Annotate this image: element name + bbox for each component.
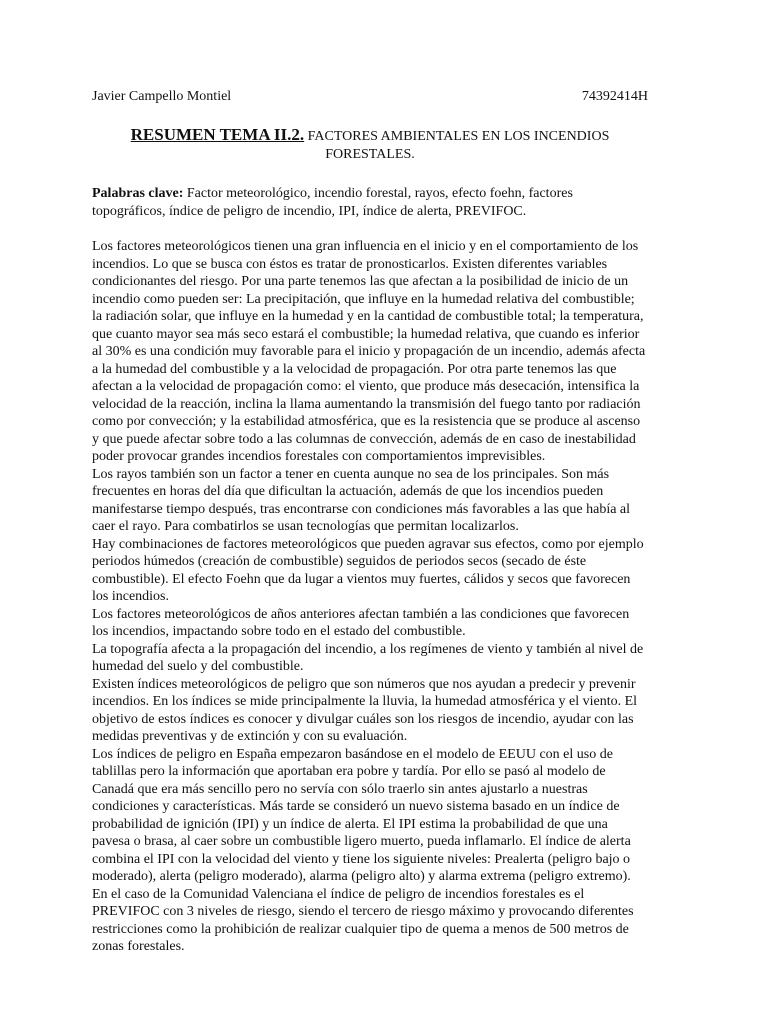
document-header <box>92 88 648 106</box>
paragraph: Los rayos también son un factor a tener en cuenta aunque no sea de los principales. Son más frecuentes en horas del día que dificultan la actuación, además de que los incendios pueden manifestarse tiempo después, tras encontrarse con condiciones más favorables a las que había al caer el rayo. Para combatirlos se usan tecnologías que permitan localizarlos. <box>92 466 631 534</box>
paragraph: Hay combinaciones de factores meteorológicos que pueden agravar sus efectos, como por ejemplo periodos húmedos (creación de combustible) seguidos de periodos secos (secado de éste combustible). El efecto Foehn que da lugar a vientos muy fuertes, cálidos y secos que favorecen los incendios. <box>92 536 644 604</box>
paragraph: Los índices de peligro en España empezaron basándose en el modelo de EEUU con el uso de tablillas pero la información que aportaban era pobre y tardía. Por ello se pasó al modelo de Canadá que era más sencillo pero no servía con sólo traerlo sin antes ajustarlo a nuestras condiciones y características. Más tarde se consideró un nuevo sistema basado en un índice de probabilidad de ignición (IPI) y un índice de alerta. El IPI estima la probabilidad de que una pavesa o brasa, al caer sobre un combustible ligero muerto, pueda inflamarlo. El índice de alerta combina el IPI con la velocidad del viento y tiene los siguiente niveles: Prealerta (peligro bajo o moderado), alerta (peligro moderado), alarma (peligro alto) y alarma extrema (peligro extremo). <box>92 746 631 884</box>
keywords-label: Palabras clave: <box>92 186 184 201</box>
paragraph: En el caso de la Comunidad Valenciana el índice de peligro de incendios forestales es el PREVIFOC con 3 niveles de riesgo, siendo el tercero de riesgo máximo y provocando diferentes restricciones como la prohibición de realizar cualquier tipo de quema a menos de 500 metros de zonas forestales. <box>92 886 634 954</box>
body-text <box>92 238 648 956</box>
student-id: 74392414H <box>581 89 648 104</box>
paragraph: Los factores meteorológicos tienen una gran influencia en el inicio y en el comportamiento de los incendios. Lo que se busca con éstos es tratar de pronosticarlos. Existen diferentes variables condicionantes del riesgo. Por una parte tenemos las que afectan a la posibilidad de inicio de un incendio como pueden ser: La precipitación, que influye en la humedad relativa del combustible; la radiación solar, que influye en la humedad y en la cantidad de combustible total; la temperatura, que cuanto mayor sea más seco estará el combustible; la humedad relativa, que cuando es inferior al 30% es una condición muy favorable para el inicio y propagación de un incendio, además afecta a la humedad del combustible y a la velocidad de propagación. Por otra parte tenemos las que afectan a la velocidad de propagación como: el viento, que produce más desecación, intensifica la velocidad de la reacción, inclina la llama aumentando la transmisión del fuego tanto por radiación como por convección; y la estabilidad atmosférica, que es la resistencia que se produce al ascenso y que puede afectar sobre todo a las columnas de convección, además de en caso de inestabilidad poder provocar grandes incendios forestales con comportamientos imprevisibles. <box>92 239 646 464</box>
paragraph: La topografía afecta a la propagación del incendio, a los regímenes de viento y también al nivel de humedad del suelo y del combustible. <box>92 641 644 674</box>
keywords <box>92 185 648 221</box>
document-title <box>92 126 648 164</box>
keywords-text: Factor meteorológico, incendio forestal, rayos, efecto foehn, factores topográficos, índice de peligro de incendio, IPI, índice de alerta, PREVIFOC. <box>92 186 573 219</box>
paragraph: Los factores meteorológicos de años anteriores afectan también a las condiciones que favorecen los incendios, impactando sobre todo en el estado del combustible. <box>92 606 630 639</box>
title-main: RESUMEN TEMA II.2. <box>130 125 305 144</box>
document-page <box>92 88 648 956</box>
title-subtitle: FACTORES AMBIENTALES EN LOS INCENDIOS FORESTALES. <box>304 129 610 162</box>
paragraph: Existen índices meteorológicos de peligro que son números que nos ayudan a predecir y prevenir incendios. En los índices se mide principalmente la lluvia, la humedad atmosférica y el viento. El objetivo de estos índices es conocer y divulgar cuáles son los riesgos de incendio, ayudar con las medidas preventivas y de extinción y con su evaluación. <box>92 676 638 744</box>
author-name: Javier Campello Montiel <box>92 89 232 104</box>
